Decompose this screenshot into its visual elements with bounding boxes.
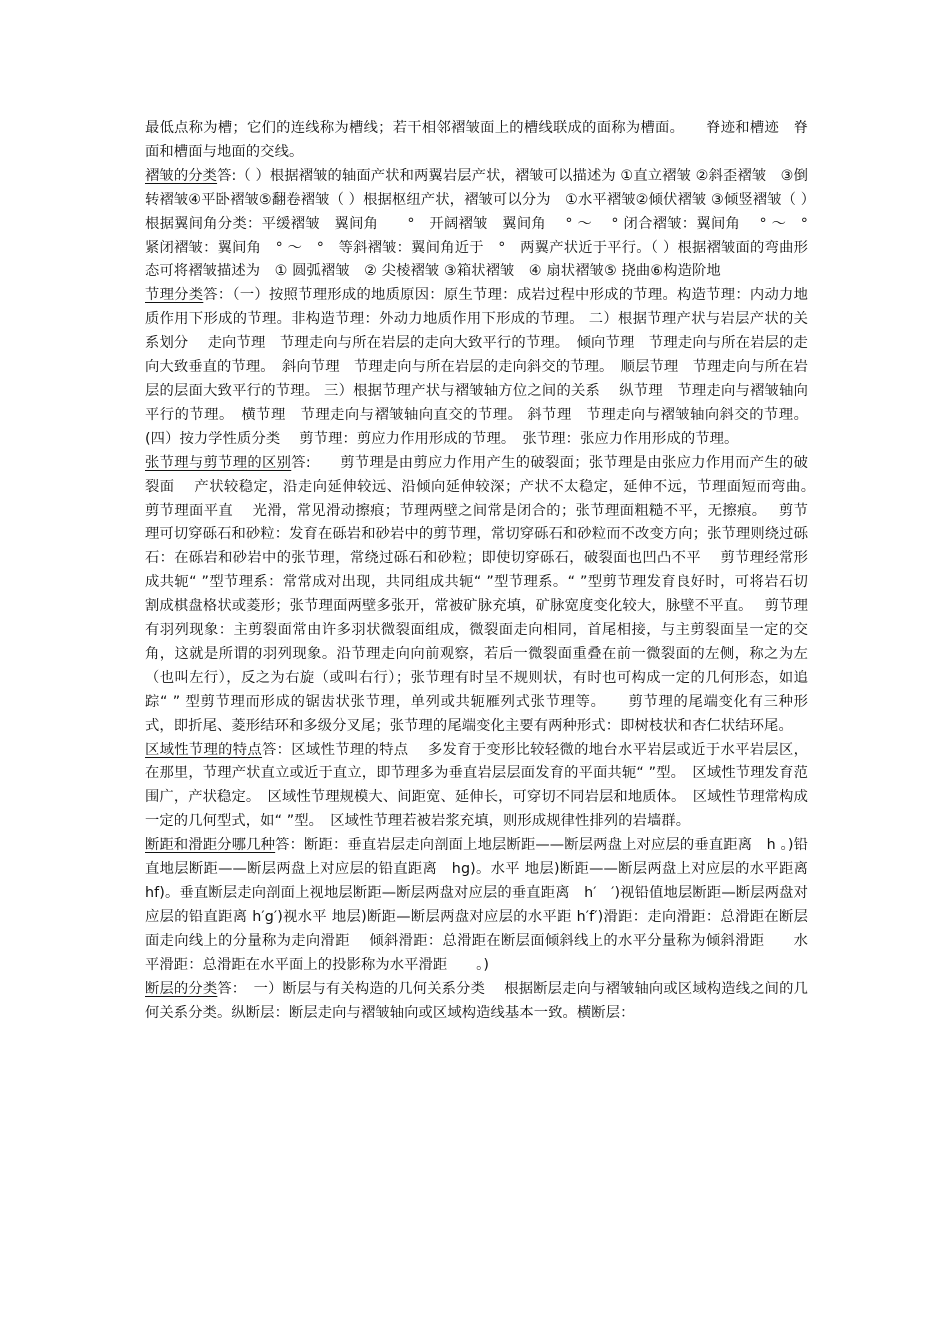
paragraph-text: 答: 剪节理是由剪应力作用产生的破裂面；张节理是由张应力作用而产生的破裂面 产状较稳定，沿走向延伸较远、沿倾向延伸较深；产状不太稳定，延伸不远，节理面短而弯曲。 剪节理面平直 光滑，常见滑动擦痕；节理两壁之间常是闭合的；张节理面粗糙不平，无擦痕。 剪节理可切穿砾石和砂粒：发育在砾岩和砂岩中的剪节理，常切穿砾石和砂粒而不改变方向；张节理则绕过砾石：在砾岩和砂岩中的张节理，常绕过砾石和砂粒；即使切穿砾石，破裂面也凹凸不平 剪节理经常形成共轭“ ”型节理系：常常成对出现，共同组成共轭“ ”型节理系。“ ”型剪节理发育良好时，可将岩石切割成棋盘格状或菱形；张节理面两壁多张开，常被矿脉充填，矿脉宽度变化较大，脉壁不平直。 剪节理有羽列现象：主剪裂面常由许多羽状微裂面组成，微裂面走向相同，首尾相接，与主剪裂面呈一定的交角，这就是所谓的羽列现象。沿节理走向向前观察，若后一微裂面重叠在前一微裂面的左侧，称之为左（也叫左行），反之为右旋（或叫右行）；张节理有时呈不规则状，有时也可构成一定的几何形态，如追踪“ ” 型剪节理而形成的锯齿状张节理，单列或共轭雁列式张节理等。 剪节理的尾端变化有三种形式，即折尾、菱形结环和多级分叉尾；张节理的尾端变化主要有两种形式：即树枝状和杏仁状结环尾。 [145, 454, 828, 734]
paragraph-fault-classification [145, 978, 808, 1026]
paragraph-separation-slip [145, 834, 823, 977]
section-heading: 张节理与剪节理的区别 [145, 454, 292, 471]
paragraph-regional-joints [145, 739, 808, 835]
paragraph-text: 答： 一）断层与有关构造的几何关系分类 根据断层走向与褶皱轴向或区域构造线之间的几何关系分类。纵断层：断层走向与褶皱轴向或区域构造线基本一致。横断层： [145, 980, 809, 1021]
paragraph-tension-vs-shear [145, 452, 828, 739]
paragraph-text: 答：（一）按照节理形成的地质原因：原生节理：成岩过程中形成的节理。构造节理：内动力地质作用下形成的节理。非构造节理：外动力地质作用下形成的节理。 二）根据节理产状与岩层产状的关系划分 走向节理 节理走向与所在岩层的走向大致平行的节理。 倾向节理 节理走向与所在岩层的走向大致垂直的节理。 斜向节理 节理走向与所在岩层的走向斜交的节理。 顺层节理 节理走向与所在岩层的层面大致平行的节理。 三）根据节理产状与褶皱轴方位之间的关系 纵节理 节理走向与褶皱轴向平行的节理。 横节理 节理走向与褶皱轴向直交的节理。 斜节理 节理走向与褶皱轴向斜交的节理。(四）按力学性质分类 剪节理：剪应力作用形成的节理。 张节理：张应力作用形成的节理。 [145, 287, 808, 447]
section-heading: 区域性节理的特点 [145, 741, 263, 758]
section-heading: 断层的分类 [145, 980, 218, 997]
paragraph-joint-classification [145, 284, 808, 451]
paragraph-ridge-trough [145, 117, 808, 165]
paragraph-text: 答:（ ）根据褶皱的轴面产状和两翼岩层产状，褶皱可以描述为 ①直立褶皱 ②斜歪褶皱 ③倒转褶皱④平卧褶皱⑤翻卷褶皱（ ）根据枢纽产状，褶皱可以分为 ①水平褶皱②倾伏褶皱 ③倾竖褶皱（ ）根据翼间角分类：平缓褶皱 翼间角 ° 开阔褶皱 翼间角 ° ～ ° 闭合褶皱：翼间角 ° ～ ° 紧闭褶皱：翼间角 ° ～ ° 等斜褶皱：翼间角近于 ° 两翼产状近于平行。（ ）根据褶皱面的弯曲形态可将褶皱描述为 ① 圆弧褶皱 ② 尖棱褶皱 ③箱状褶皱 ④ 扇状褶皱⑤ 挠曲⑥构造阶地 [145, 167, 808, 280]
section-heading: 节理分类 [145, 287, 204, 304]
paragraph-fold-classification [145, 165, 808, 285]
document-body [145, 117, 828, 1025]
paragraph-text: 答：断距：垂直岩层走向剖面上地层断距——断层两盘上对应层的垂直距离 h 。)铅直地层断距——断层两盘上对应层的铅直距离 hg)。水平 地层)断距——断层两盘上对应层的水平距离 hf)。垂直断层走向剖面上视地层断距—断层两盘对应层的垂直距离 h′ ′)视铅值地层断距—断层两盘对应层的铅直距离 h′g′)视水平 地层)断距—断层两盘对应层的水平距 h′f′)滑距：走向滑距：总滑距在断层面走向线上的分量称为走向滑距 倾斜滑距：总滑距在断层面倾斜线上的水平分量称为倾斜滑距 水平滑距：总滑距在水平面上的投影称为水平滑距 。) [145, 837, 823, 973]
section-heading: 褶皱的分类 [145, 167, 218, 184]
paragraph-text: 答：区域性节理的特点 多发育于变形比较轻微的地台水平岩层或近于水平岩层区，在那里，节理产状直立或近于直立，即节理多为垂直岩层层面发育的平面共轭“ ”型。 区域性节理发育范围广，产状稳定。 区域性节理规模大、间距宽、延伸长，可穿切不同岩层和地质体。 区域性节理常构成一定的几何型式，如“ ”型。 区域性节理若被岩浆充填，则形成规律性排列的岩墙群。 [145, 741, 808, 830]
paragraph-text: 最低点称为槽；它们的连线称为槽线；若干相邻褶皱面上的槽线联成的面称为槽面。 脊迹和槽迹 脊面和槽面与地面的交线。 [145, 120, 808, 160]
section-heading: 断距和滑距分哪几种 [145, 837, 276, 854]
